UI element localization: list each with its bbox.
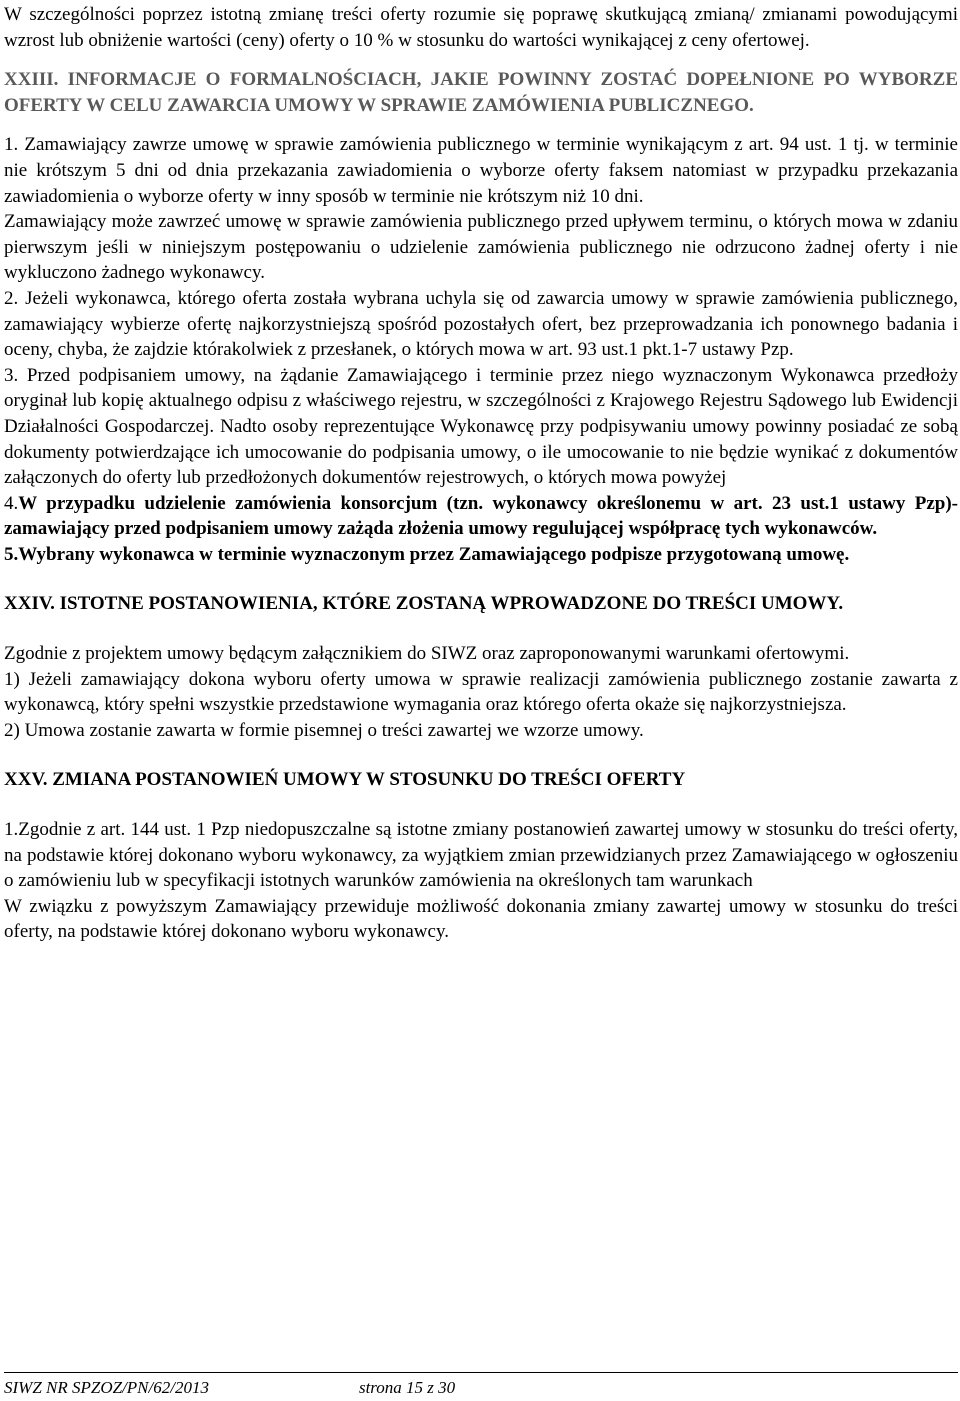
section-xxiv-item-1: 1) Jeżeli zamawiający dokona wyboru oferty umowa w sprawie realizacji zamówienia publicznego zostanie zawarta z wykonawcą, który spełni wszystkie przedstawione wymagania oraz którego oferta okaże się najkorzystniejsza.: [4, 668, 958, 716]
page-footer: [4, 1372, 958, 1401]
section-xxiii-item-1-continued: Zamawiający może zawrzeć umowę w sprawie zamówienia publicznego przed upływem terminu, o których mowa w zdaniu pierwszym jeśli w niniejszym postępowaniu o udzielenie zamówienia publicznego nie odrzucono żadnej oferty i nie wykluczono żadnego wykonawcy.: [4, 211, 958, 284]
section-xxiv-item-2: 2) Umowa zostanie zawarta w formie pisemnej o treści zawartej we wzorze umowy.: [4, 719, 644, 741]
section-xxiii-item-3: 3. Przed podpisaniem umowy, na żądanie Zamawiającego i terminie przez niego wyznaczonym Wykonawca przedłoży oryginał lub kopię aktualnego odpisu z właściwego rejestru, w szczególności z Krajowego Rejestru Sądowego lub Ewidencji Działalności Gospodarczej. Nadto osoby reprezentujące Wykonawcę przy podpisywaniu umowy powinny posiadać ze sobą dokumenty potwierdzające ich umocowanie do podpisania umowy, o ile umocowanie to nie będzie wynikać z dokumentów załączonych do oferty lub przedłożonych dokumentów rejestrowych, o których mowa powyżej: [4, 364, 958, 489]
section-xxiv-heading: XXIV. ISTOTNE POSTANOWIENIA, KTÓRE ZOSTANĄ WPROWADZONE DO TREŚCI UMOWY.: [4, 593, 844, 615]
section-xxiii-item-1: 1. Zamawiający zawrze umowę w sprawie zamówienia publicznego w terminie wynikającym z art. 94 ust. 1 tj. w terminie nie krótszym 5 dni od dnia przekazania zawiadomienia o wyborze oferty faksem natomiast w przypadku przekazania zawiadomienia o wyborze oferty w inny sposób w terminie nie krótszym niż 10 dni.: [4, 134, 958, 207]
item-4-text: W przypadku udzielenie zamówienia konsorcjum (tzn. wykonawcy określonemu w art. 23 ust.1 ustawy Pzp)- zamawiający przed podpisaniem umowy zażąda złożenia umowy regulującej współpracę tych wykonawców.: [4, 492, 958, 540]
section-xxiv-intro: Zgodnie z projektem umowy będącym załącznikiem do SIWZ oraz zaproponowanymi warunkami ofertowymi.: [4, 643, 850, 665]
document-page: [4, 2, 958, 945]
section-xxv-heading: XXV. ZMIANA POSTANOWIEŃ UMOWY W STOSUNKU DO TREŚCI OFERTY: [4, 769, 686, 791]
section-xxiii-item-4: [4, 491, 958, 542]
item-4-number: 4.: [4, 492, 19, 514]
intro-paragraph: W szczególności poprzez istotną zmianę treści oferty rozumie się poprawę skutkującą zmianą/ zmianami powodującymi wzrost lub obniżenie wartości (ceny) oferty o 10 % w stosunku do wartości wynikającej z ceny ofertowej.: [4, 4, 958, 51]
section-xxv-item-2: W związku z powyższym Zamawiający przewiduje możliwość dokonania zmiany zawartej umowy w stosunku do treści oferty, na podstawie której dokonano wyboru wykonawcy.: [4, 895, 958, 943]
section-xxiii-item-2: 2. Jeżeli wykonawca, którego oferta została wybrana uchyla się od zawarcia umowy w sprawie zamówienia publicznego, zamawiający wybierze ofertę najkorzystniejszą spośród pozostałych ofert, bez przeprowadzania ich ponownego badania i oceny, chyba, że zajdzie którakolwiek z przesłanek, o których mowa w art. 93 ust.1 pkt.1-7 ustawy Pzp.: [4, 287, 958, 361]
section-xxiii-heading: XXIII. INFORMACJE O FORMALNOŚCIACH, JAKIE POWINNY ZOSTAĆ DOPEŁNIONE PO WYBORZE OFERTY W CELU ZAWARCIA UMOWY W SPRAWIE ZAMÓWIENIA PUBLICZNEGO.: [4, 69, 958, 116]
footer-page-number: strona 15 z 30: [358, 1378, 456, 1397]
footer-doc-ref: SIWZ NR SPZOZ/PN/62/2013: [4, 1378, 209, 1397]
section-xxiii-item-5: 5.Wybrany wykonawca w terminie wyznaczonym przez Zamawiającego podpisze przygotowaną umowę.: [4, 543, 850, 565]
section-xxv-item-1: 1.Zgodnie z art. 144 ust. 1 Pzp niedopuszczalne są istotne zmiany postanowień zawartej umowy w stosunku do treści oferty, na podstawie której dokonano wyboru wykonawcy, za wyjątkiem zmian przewidzianych przez Zamawiającego w ogłoszeniu o zamówieniu lub w specyfikacji istotnych warunków zamówienia na określonych tam warunkach: [4, 819, 958, 892]
